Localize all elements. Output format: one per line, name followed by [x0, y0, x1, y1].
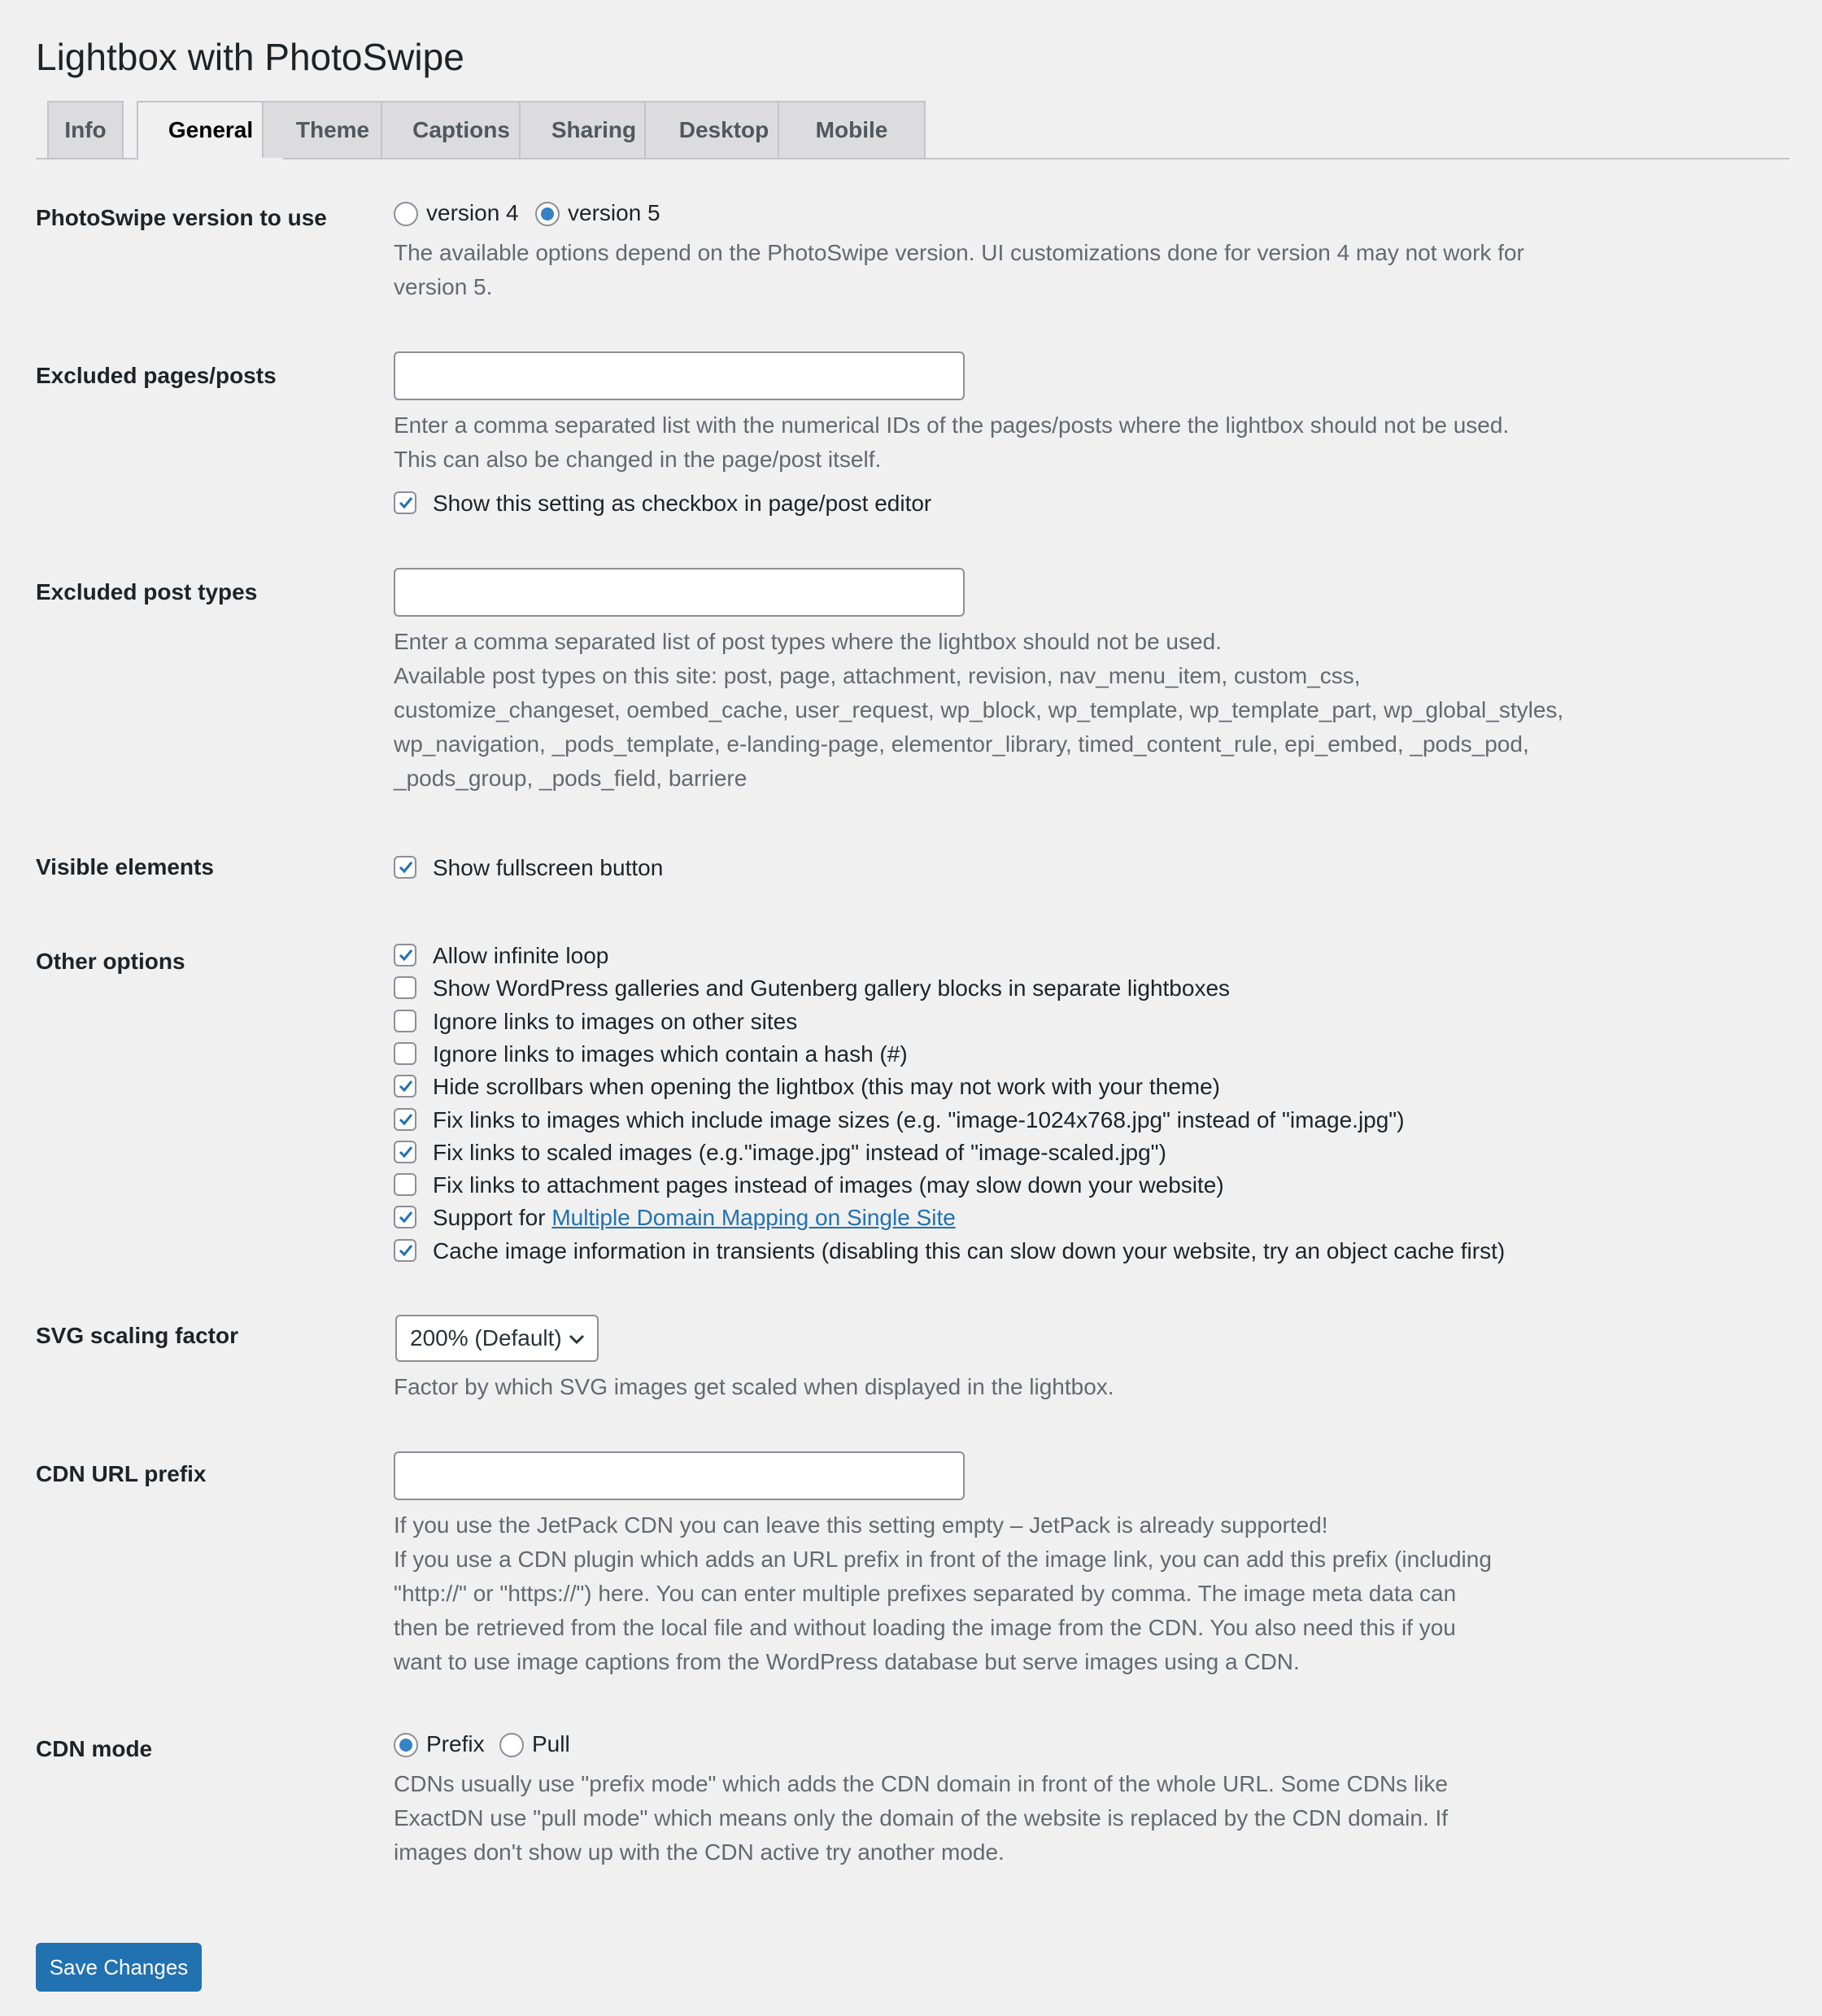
- tab-sharing[interactable]: Sharing: [519, 101, 669, 158]
- other-option-label: [433, 1236, 1505, 1267]
- cdn-prefix-input[interactable]: [394, 1451, 965, 1500]
- other-option-checkbox[interactable]: [394, 1042, 416, 1065]
- other-option-text: Hide scrollbars when opening the lightbox (this may not work with your theme): [433, 1074, 1221, 1099]
- fullscreen-checkbox-label: Show fullscreen button: [433, 855, 664, 880]
- other-option-checkbox[interactable]: [394, 944, 416, 967]
- multiple-domain-mapping-link[interactable]: Multiple Domain Mapping on Single Site: [551, 1205, 956, 1230]
- excluded-types-desc-line: Available post types on this site: post, page, attachment, revision, nav_menu_item, custom_css,: [394, 663, 1361, 688]
- other-option-text: Show WordPress galleries and Gutenberg gallery blocks in separate lightboxes: [433, 975, 1231, 1001]
- cdn-mode-desc-line: CDNs usually use "prefix mode" which adds the CDN domain in front of the whole URL. Some CDNs like: [394, 1771, 1448, 1796]
- fullscreen-checkbox[interactable]: [394, 856, 416, 879]
- other-option-checkbox[interactable]: [394, 1173, 416, 1196]
- editor-checkbox[interactable]: [394, 491, 416, 514]
- check-icon: [396, 1207, 416, 1227]
- tab-captions[interactable]: Captions: [381, 101, 542, 158]
- cdn-mode-desc-line: images don't show up with the CDN active try another mode.: [394, 1839, 1005, 1865]
- other-option-text: Cache image information in transients (disabling this can slow down your website, try an object cache first): [433, 1238, 1506, 1263]
- radio-version-4-label: version 4: [426, 200, 519, 225]
- visible-elements-label: Visible elements: [36, 854, 214, 879]
- cdn-prefix-description: [394, 1508, 1549, 1679]
- cdn-prefix-desc-line: then be retrieved from the local file and without loading the image from the CDN. You also need this if you: [394, 1615, 1456, 1640]
- excluded-pages-input[interactable]: [394, 351, 965, 400]
- tab-theme[interactable]: Theme: [262, 101, 403, 158]
- excluded-pages-description: [394, 408, 1549, 477]
- version-desc-line: The available options depend on the PhotoSwipe version. UI customizations done for version 4 may not work for: [394, 240, 1524, 265]
- tab-info[interactable]: Info: [47, 101, 124, 158]
- radio-cdn-prefix[interactable]: [394, 1733, 418, 1757]
- other-option-label: [433, 973, 1230, 1004]
- cdn-mode-description: [394, 1767, 1549, 1870]
- excluded-pages-label: Excluded pages/posts: [36, 363, 277, 388]
- excluded-types-input[interactable]: [394, 568, 965, 617]
- other-option-text: Fix links to scaled images (e.g."image.jpg" instead of "image-scaled.jpg"): [433, 1140, 1166, 1165]
- excluded-types-desc-line: wp_navigation, _pods_template, e-landing-page, elementor_library, timed_content_rule, epi_embed, _pods_pod,: [394, 731, 1529, 757]
- other-option-label: [433, 1105, 1405, 1136]
- svg-scaling-value: 200% (Default): [410, 1325, 562, 1351]
- other-option-checkbox[interactable]: [394, 1206, 416, 1228]
- excluded-types-label: Excluded post types: [36, 579, 258, 604]
- other-option-label: [433, 1137, 1166, 1168]
- tab-mobile[interactable]: Mobile: [778, 101, 926, 158]
- cdn-prefix-desc-line: want to use image captions from the WordPress database but serve images using a CDN.: [394, 1649, 1300, 1674]
- tab-desktop[interactable]: Desktop: [644, 101, 804, 158]
- excluded-types-desc-line: customize_changeset, oembed_cache, user_request, wp_block, wp_template, wp_template_part, wp_global_styles,: [394, 697, 1564, 722]
- svg-scaling-select[interactable]: [395, 1315, 599, 1362]
- other-option-text: Ignore links to images on other sites: [433, 1009, 798, 1034]
- other-option-text: Allow infinite loop: [433, 943, 609, 968]
- other-option-checkbox[interactable]: [394, 1108, 416, 1131]
- other-option-checkbox[interactable]: [394, 1239, 416, 1262]
- other-option-label: [433, 1202, 956, 1233]
- other-option-text: Fix links to attachment pages instead of images (may slow down your website): [433, 1172, 1224, 1198]
- version-desc-line: version 5.: [394, 274, 493, 299]
- other-option-label: [433, 1170, 1224, 1201]
- excluded-types-description: [394, 625, 1564, 796]
- other-option-checkbox[interactable]: [394, 1010, 416, 1032]
- cdn-prefix-desc-line: If you use a CDN plugin which adds an URL prefix in front of the image link, you can add this prefix (including: [394, 1547, 1492, 1572]
- cdn-mode-desc-line: ExactDN use "pull mode" which means only the domain of the website is replaced by the CDN domain. If: [394, 1805, 1449, 1831]
- cdn-prefix-label: CDN URL prefix: [36, 1461, 207, 1486]
- svg-desc-line: Factor by which SVG images get scaled when displayed in the lightbox.: [394, 1374, 1114, 1399]
- version-label: PhotoSwipe version to use: [36, 205, 327, 230]
- cdn-prefix-desc-line: If you use the JetPack CDN you can leave this setting empty – JetPack is already supported!: [394, 1512, 1328, 1538]
- radio-cdn-pull-label: Pull: [532, 1731, 570, 1756]
- check-icon: [396, 1076, 416, 1096]
- svg-scaling-description: [394, 1370, 1549, 1404]
- radio-version-5-label: version 5: [568, 200, 660, 225]
- radio-cdn-prefix-label: Prefix: [426, 1731, 485, 1756]
- check-icon: [396, 1241, 416, 1260]
- tab-general[interactable]: General: [137, 101, 285, 159]
- save-changes-button[interactable]: Save Changes: [36, 1943, 202, 1992]
- other-option-label: [433, 940, 608, 971]
- cdn-mode-label: CDN mode: [36, 1736, 153, 1761]
- other-option-text: Ignore links to images which contain a hash (#): [433, 1041, 908, 1067]
- other-option-label: [433, 1071, 1220, 1102]
- svg-scaling-label: SVG scaling factor: [36, 1323, 238, 1348]
- other-option-checkbox[interactable]: [394, 1141, 416, 1163]
- radio-version-4[interactable]: [394, 202, 418, 226]
- tab-bar: [36, 101, 1789, 159]
- other-options-label: Other options: [36, 949, 185, 974]
- excluded-pages-desc-line: This can also be changed in the page/post itself.: [394, 447, 882, 472]
- excluded-pages-desc-line: Enter a comma separated list with the numerical IDs of the pages/posts where the lightbox should not be used.: [394, 412, 1510, 438]
- other-option-text: Fix links to images which include image sizes (e.g. "image-1024x768.jpg" instead of "image.jpg"): [433, 1107, 1405, 1132]
- check-icon: [396, 1110, 416, 1129]
- radio-cdn-pull[interactable]: [499, 1733, 524, 1757]
- radio-version-5[interactable]: [535, 202, 560, 226]
- check-icon: [396, 493, 416, 513]
- editor-checkbox-label: Show this setting as checkbox in page/post editor: [433, 491, 932, 516]
- version-description: [394, 236, 1549, 304]
- check-icon: [396, 945, 416, 965]
- check-icon: [396, 857, 416, 877]
- excluded-types-desc-line: _pods_group, _pods_field, barriere: [394, 766, 748, 791]
- check-icon: [396, 1142, 416, 1162]
- cdn-prefix-desc-line: "http://" or "https://") here. You can enter multiple prefixes separated by comma. The image meta data can: [394, 1581, 1457, 1606]
- other-option-label: [433, 1006, 797, 1037]
- other-option-checkbox[interactable]: [394, 976, 416, 999]
- chevron-down-icon: [568, 1333, 586, 1346]
- other-option-checkbox[interactable]: [394, 1075, 416, 1097]
- other-option-text: Support for: [433, 1205, 552, 1230]
- other-option-label: [433, 1039, 908, 1070]
- excluded-types-desc-line: Enter a comma separated list of post types where the lightbox should not be used.: [394, 629, 1222, 654]
- page-title: Lightbox with PhotoSwipe: [36, 36, 464, 78]
